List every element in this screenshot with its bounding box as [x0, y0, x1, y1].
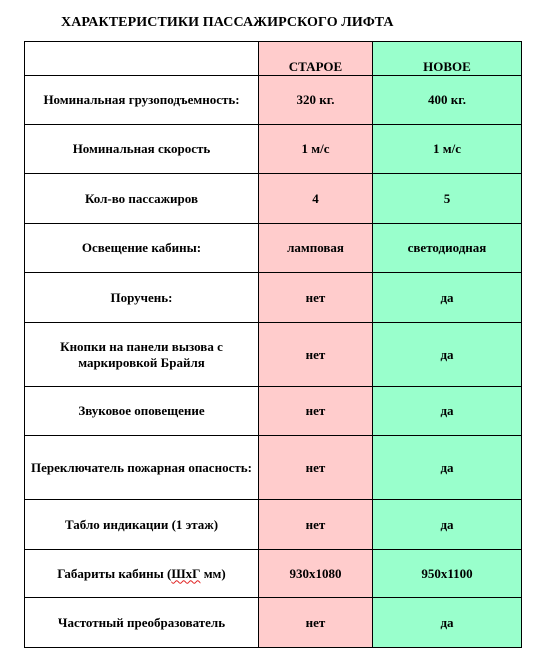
- row-old-value-cell: нет: [259, 323, 373, 387]
- header-label-cell: [25, 42, 259, 76]
- row-label-cell: Номинальная скорость: [25, 125, 259, 174]
- row-new-value-cell: да: [373, 500, 522, 550]
- table-row: [25, 436, 522, 500]
- row-label-cell: Звуковое оповещение: [25, 387, 259, 436]
- row-new-value-cell: 400 кг.: [373, 76, 522, 125]
- row-label-cell: Табло индикации (1 этаж): [25, 500, 259, 550]
- document-title: ХАРАКТЕРИСТИКИ ПАССАЖИРСКОГО ЛИФТА: [61, 15, 394, 30]
- row-new-value-cell: светодиодная: [373, 224, 522, 273]
- row-new-value-cell: да: [373, 436, 522, 500]
- row-new-value-cell: 1 м/с: [373, 125, 522, 174]
- row-old-value-cell: 4: [259, 174, 373, 224]
- header-new-cell: НОВОЕ: [373, 42, 522, 76]
- row-label-cell: Частотный преобразователь: [25, 598, 259, 648]
- elevator-specs-table: [24, 41, 522, 648]
- table-row: [25, 125, 522, 174]
- table-row: [25, 273, 522, 323]
- row-new-value-cell: 5: [373, 174, 522, 224]
- row-new-value-cell: да: [373, 273, 522, 323]
- row-old-value-cell: ламповая: [259, 224, 373, 273]
- table-row: [25, 387, 522, 436]
- row-old-value-cell: 930х1080: [259, 550, 373, 598]
- row-label-cell: Переключатель пожарная опасность:: [25, 436, 259, 500]
- row-label-cell: [25, 550, 259, 598]
- row-label-cell: Поручень:: [25, 273, 259, 323]
- label-suffix: мм): [200, 565, 226, 581]
- label-prefix: Габариты кабины (: [57, 565, 172, 581]
- row-old-value-cell: нет: [259, 500, 373, 550]
- row-label-cell: Номинальная грузоподъемность:: [25, 76, 259, 125]
- table-row: [25, 224, 522, 273]
- table-row: [25, 500, 522, 550]
- row-new-value-cell: 950х1100: [373, 550, 522, 598]
- table-row: [25, 174, 522, 224]
- table-row: [25, 323, 522, 387]
- row-old-value-cell: нет: [259, 387, 373, 436]
- row-old-value-cell: нет: [259, 598, 373, 648]
- row-old-value-cell: 320 кг.: [259, 76, 373, 125]
- row-label-cell: Кнопки на панели вызова с маркировкой Брайля: [25, 323, 259, 387]
- table-row: [25, 76, 522, 125]
- row-new-value-cell: да: [373, 598, 522, 648]
- spellcheck-marked-word: ШхГ: [171, 565, 201, 581]
- table-row: [25, 550, 522, 598]
- header-old-cell: СТАРОЕ: [259, 42, 373, 76]
- table-row: [25, 598, 522, 648]
- row-new-value-cell: да: [373, 323, 522, 387]
- row-old-value-cell: нет: [259, 436, 373, 500]
- row-new-value-cell: да: [373, 387, 522, 436]
- table-header-row: [25, 42, 522, 76]
- row-old-value-cell: 1 м/с: [259, 125, 373, 174]
- row-old-value-cell: нет: [259, 273, 373, 323]
- row-label-cell: Освещение кабины:: [25, 224, 259, 273]
- row-label-cell: Кол-во пассажиров: [25, 174, 259, 224]
